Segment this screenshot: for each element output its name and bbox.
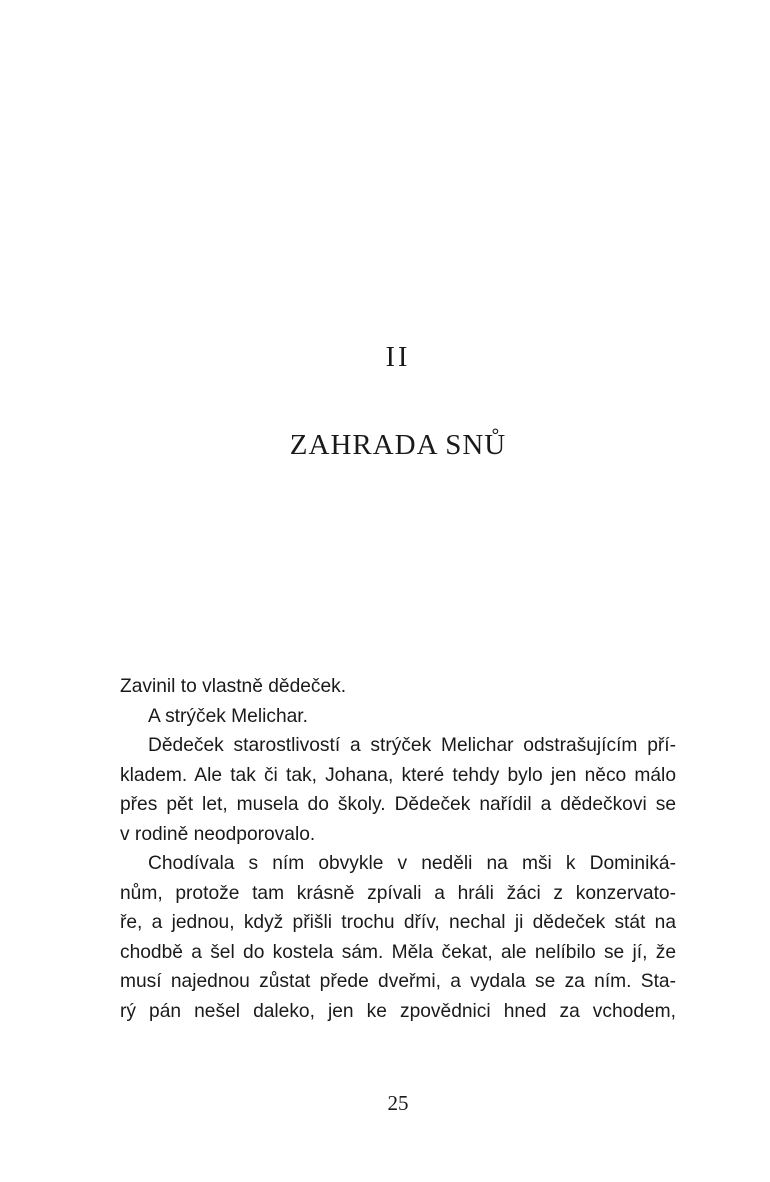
text-line: nům, protože tam krásně zpívali a hráli žáci z konzervato- <box>120 882 676 904</box>
body-text <box>120 672 676 1026</box>
chapter-title: ZAHRADA SNŮ <box>289 429 507 461</box>
text-line: A strýček Melichar. <box>148 705 308 727</box>
text-line: kladem. Ale tak či tak, Johana, které tehdy bylo jen něco málo <box>120 764 676 786</box>
text-line: Chodívala s ním obvykle v neděli na mši k Dominiká- <box>148 853 676 874</box>
text-line: přes pět let, musela do školy. Dědeček nařídil a dědečkovi se <box>120 794 676 815</box>
text-line: ře, a jednou, když přišli trochu dřív, nechal ji dědeček stát na <box>120 912 676 933</box>
text-line: chodbě a šel do kostela sám. Měla čekat, ale nelíbilo se jí, že <box>120 941 676 963</box>
text-line: v rodině neodporovalo. <box>120 823 316 845</box>
text-line: Zavinil to vlastně dědeček. <box>120 676 347 697</box>
chapter-number: II <box>385 342 411 373</box>
text-line: musí najednou zůstat přede dveřmi, a vydala se za ním. Sta- <box>120 971 676 992</box>
page-number: 25 <box>387 1091 409 1115</box>
text-line: rý pán nešel daleko, jen ke zpovědnici hned za vchodem, <box>120 1000 676 1022</box>
text-line: Dědeček starostlivostí a strýček Melichar odstrašujícím pří- <box>148 735 676 756</box>
